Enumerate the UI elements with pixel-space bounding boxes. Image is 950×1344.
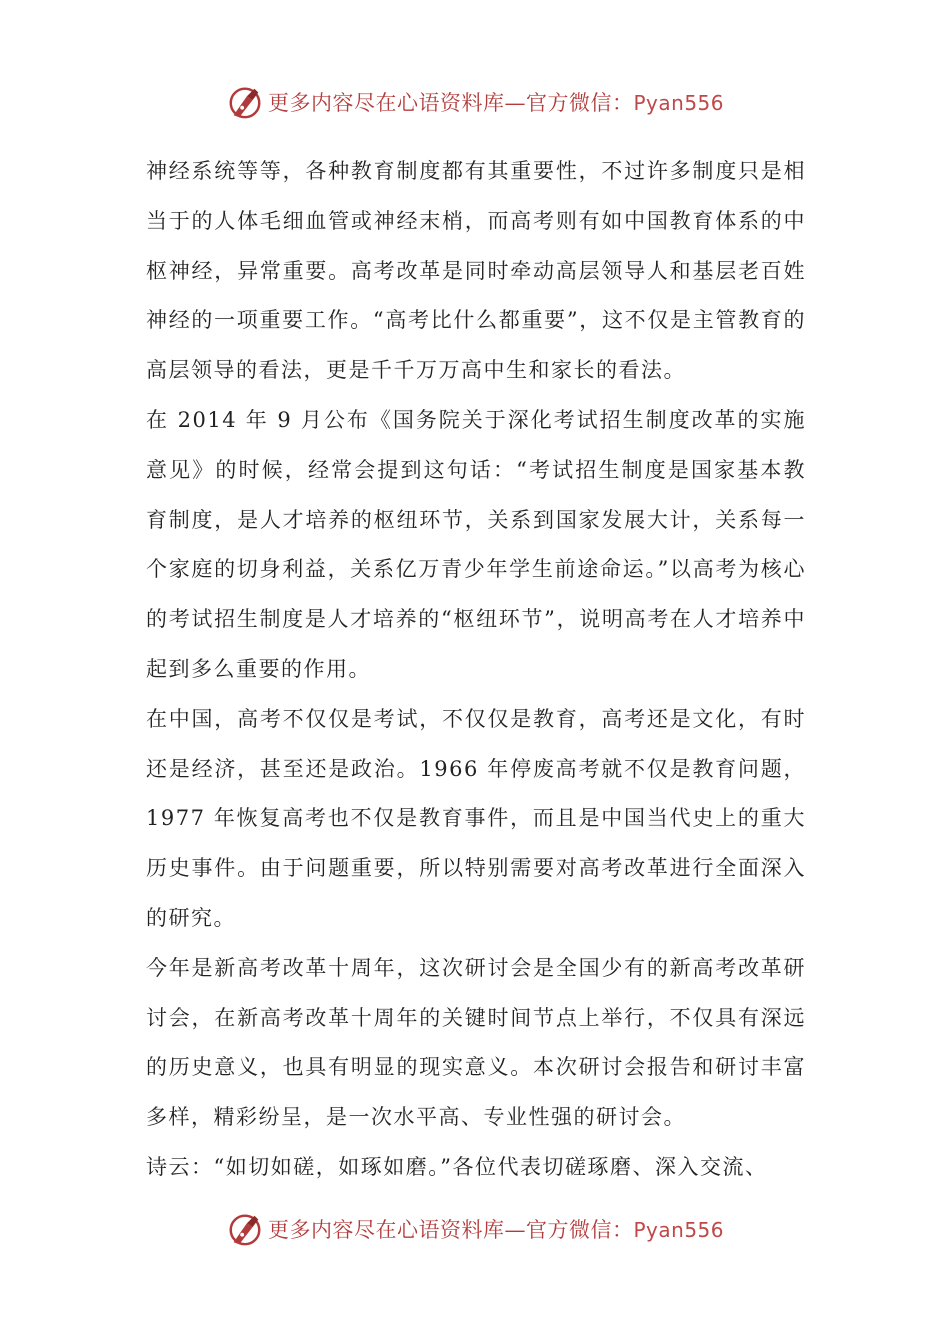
paragraph-4: 今年是新高考改革十周年，这次研讨会是全国少有的新高考改革研讨会，在新高考改革十周年的关键时间节点上举行，不仅具有深远的历史意义，也具有明显的现实意义。本次研讨会报告和研讨丰富多样，精彩纷呈，是一次水平高、专业性强的研讨会。 (146, 955, 806, 1130)
banner-account: Pyan556 (633, 91, 724, 115)
footer-banner (0, 1209, 950, 1249)
banner-slogan: 更多内容尽在心语资料库 (267, 1218, 505, 1242)
pen-nib-circle-icon (226, 1210, 264, 1248)
paragraph-2: 在 2014 年 9 月公布《国务院关于深化考试招生制度改革的实施意见》的时候，经常会提到这句话：“考试招生制度是国家基本教育制度，是人才培养的枢纽环节，关系到国家发展大计，关系每一个家庭的切身利益，关系亿万青少年学生前途命运。”以高考为核心的考试招生制度是人才培养的“枢纽环节”，说明高考在人才培养中起到多么重要的作用。 (146, 407, 806, 681)
paragraph-1: 神经系统等等，各种教育制度都有其重要性，不过许多制度只是相当于的人体毛细血管或神经末梢，而高考则有如中国教育体系的中枢神经，异常重要。高考改革是同时牵动高层领导人和基层老百姓神经的一项重要工作。“高考比什么都重要”，这不仅是主管教育的高层领导的看法，更是千千万万高中生和家长的看法。 (146, 159, 806, 383)
banner-text (268, 87, 724, 117)
banner-dash: — (504, 91, 526, 115)
document-body (146, 147, 806, 1193)
banner-label: 官方微信： (525, 91, 634, 115)
banner-account: Pyan556 (633, 1218, 724, 1242)
banner-dash: — (504, 1218, 526, 1242)
banner-label: 官方微信： (525, 1218, 634, 1242)
paragraph-3: 在中国，高考不仅仅是考试，不仅仅是教育，高考还是文化，有时还是经济，甚至还是政治。1966 年停废高考就不仅是教育问题，1977 年恢复高考也不仅是教育事件，而且是中国当代史上的重大历史事件。由于问题重要，所以特别需要对高考改革进行全面深入的研究。 (146, 706, 806, 930)
header-banner (0, 82, 950, 122)
banner-text (268, 1214, 724, 1244)
pen-nib-circle-icon (226, 83, 264, 121)
paragraph-5: 诗云：“如切如磋，如琢如磨。”各位代表切磋琢磨、深入交流、 (146, 1154, 768, 1179)
banner-slogan: 更多内容尽在心语资料库 (267, 91, 505, 115)
